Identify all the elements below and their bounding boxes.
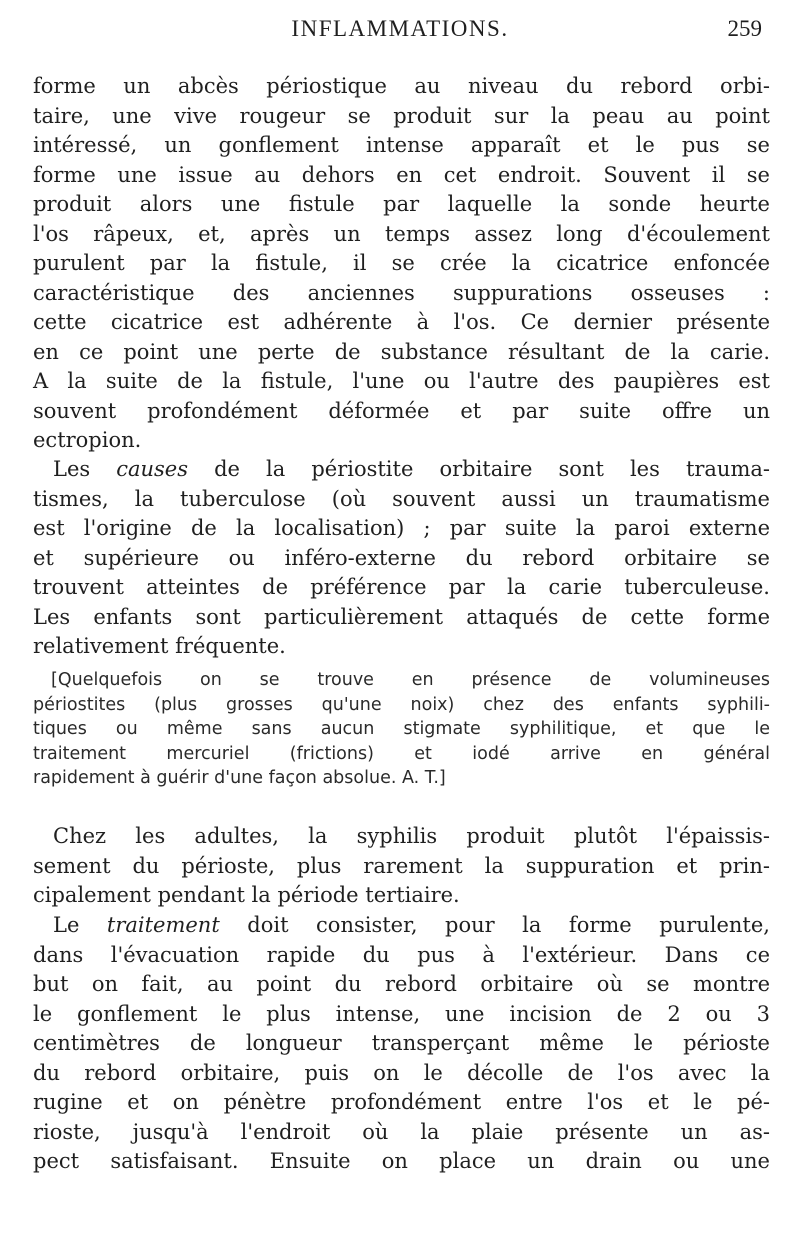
page-number: 259 <box>727 16 762 41</box>
text-fragment: doit consister, pour la forme purulente, <box>219 913 770 937</box>
text-fragment: Le <box>53 913 107 937</box>
text-line: trouvent atteintes de préférence par la carie tuberculeuse. <box>33 575 770 599</box>
text-line: cette cicatrice est adhérente à l'os. Ce dernier présente <box>33 310 770 334</box>
text-line: rioste, jusqu'à l'endroit où la plaie présente un as- <box>33 1119 770 1144</box>
italic-term-causes: causes <box>116 457 189 481</box>
text-line: intéressé, un gonflement intense apparaît et le pus se <box>33 133 770 157</box>
text-line: cipalement pendant la période tertiaire. <box>33 883 460 907</box>
text-line: Chez les adultes, la syphilis produit plutôt l'épaissis- <box>53 824 770 848</box>
text-line: tismes, la tuberculose (où souvent aussi un traumatisme <box>33 486 770 511</box>
text-line: relativement fréquente. <box>33 634 286 658</box>
note-line: périostites (plus grosses qu'une noix) chez des enfants syphili- <box>33 694 770 715</box>
italic-term-treatment: traitement <box>106 913 220 937</box>
text-line: produit alors une fistule par laquelle la sonde heurte <box>33 192 770 216</box>
paragraph-abscess-description <box>33 72 770 456</box>
text-line: en ce point une perte de substance résultant de la carie. <box>33 339 770 364</box>
text-line: est l'origine de la localisation) ; par suite la paroi externe <box>33 516 770 540</box>
note-line: tiques ou même sans aucun stigmate syphilitique, et que le <box>33 719 770 739</box>
text-line: ectropion. <box>33 428 142 452</box>
text-line: Les enfants sont particulièrement attaqués de cette forme <box>33 604 770 629</box>
paragraph-adults-syphilis <box>33 822 770 911</box>
paragraph-treatment <box>33 911 770 1177</box>
text-line: dans l'évacuation rapide du pus à l'extérieur. Dans ce <box>33 942 770 967</box>
running-title: INFLAMMATIONS. <box>291 16 509 41</box>
text-line: caractéristique des anciennes suppurations osseuses : <box>33 280 770 305</box>
text-line: centimètres de longueur transperçant même le périoste <box>33 1031 770 1055</box>
text-line: forme une issue au dehors en cet endroit. Souvent il se <box>33 162 770 187</box>
text-line: pect satisfaisant. Ensuite on place un drain ou une <box>33 1149 770 1173</box>
text-line: but on fait, au point du rebord orbitaire où se montre <box>33 972 770 996</box>
text-line: sement du périoste, plus rarement la suppuration et prin- <box>33 853 770 878</box>
text-line: et supérieure ou inféro-externe du rebord orbitaire se <box>33 545 770 570</box>
text-line: l'os râpeux, et, après un temps assez long d'écoulement <box>33 221 770 246</box>
text-line: taire, une vive rougeur se produit sur la peau au point <box>33 103 770 128</box>
note-line: rapidement à guérir d'une façon absolue. A. T.] <box>33 768 446 788</box>
text-line: A la suite de la fistule, l'une ou l'autre des paupières est <box>33 369 770 393</box>
text-fragment: de la périostite orbitaire sont les trauma- <box>188 457 770 481</box>
text-line: rugine et on pénètre profondément entre l'os et le pé- <box>33 1090 770 1114</box>
text-fragment: Les <box>53 457 117 481</box>
translator-note <box>33 668 770 791</box>
text-line: le gonflement le plus intense, une incision de 2 ou 3 <box>33 1001 770 1026</box>
note-line: [Quelquefois on se trouve en présence de volumineuses <box>51 670 770 690</box>
text-line: forme un abcès périostique au niveau du rebord orbi- <box>33 74 770 98</box>
text-line: du rebord orbitaire, puis on le décolle de l'os avec la <box>33 1060 770 1085</box>
text-line: purulent par la fistule, il se crée la cicatrice enfoncée <box>33 251 770 275</box>
text-line <box>33 911 770 941</box>
text-line <box>33 455 770 485</box>
paragraph-causes <box>33 455 770 662</box>
note-line: traitement mercuriel (frictions) et iodé arrive en général <box>33 743 770 764</box>
text-line: souvent profondément déformée et par suite offre un <box>33 398 770 423</box>
running-header <box>30 8 770 48</box>
